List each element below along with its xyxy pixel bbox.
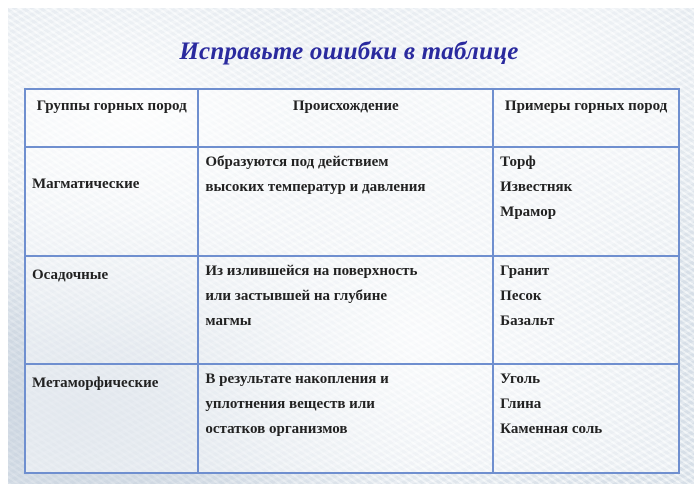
origin-line: остатков организмов [205,421,348,438]
header-groups: Группы горных пород [25,89,198,147]
origin-cell [198,364,493,473]
examples-cell [493,147,679,256]
origin-cell [198,147,493,256]
group-cell: Осадочные [25,256,198,365]
example-item: Уголь [500,371,541,388]
origin-line: В результате накопления и [205,371,389,388]
example-item: Торф [500,154,536,171]
example-item: Базальт [500,312,555,329]
example-item: Гранит [500,262,550,279]
examples-cell [493,364,679,473]
origin-line: уплотнения веществ или [205,396,375,413]
examples-cell [493,256,679,365]
origin-line: Образуются под действием [205,154,389,171]
origin-line: магмы [205,312,252,329]
example-item: Песок [500,287,542,304]
group-cell: Магматические [25,147,198,256]
example-item: Мрамор [500,204,557,221]
origin-line: высоких температур и давления [205,179,426,196]
table-row [25,364,679,473]
group-cell: Метаморфические [25,364,198,473]
table-row [25,256,679,365]
example-item: Глина [500,396,542,413]
rocks-table [24,88,680,474]
example-item: Известняк [500,179,573,196]
top-band [0,0,698,8]
header-examples: Примеры горных пород [493,89,679,147]
origin-cell [198,256,493,365]
header-origin: Происхождение [198,89,493,147]
table-header-row [25,89,679,147]
origin-line: Из излившейся на поверхность [205,262,418,279]
example-item: Каменная соль [500,421,603,438]
origin-line: или застывшей на глубине [205,287,387,304]
table-row [25,147,679,256]
slide-title: Исправьте ошибки в таблице [179,38,519,65]
